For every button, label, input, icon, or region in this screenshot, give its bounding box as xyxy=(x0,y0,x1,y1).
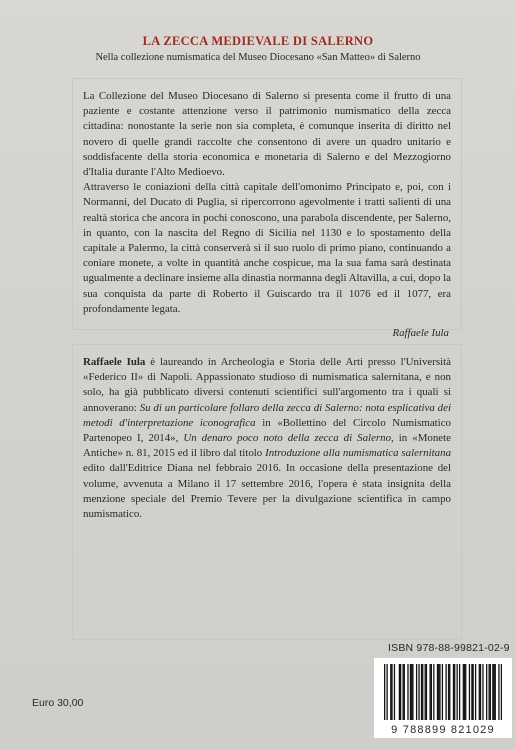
barcode-bar xyxy=(454,664,455,720)
barcode-bar xyxy=(486,664,487,720)
barcode-bar xyxy=(493,664,494,720)
barcode-bar xyxy=(412,664,413,720)
barcode-bar xyxy=(391,664,392,720)
barcode-bar xyxy=(399,664,400,720)
intro-paragraph-2: Attraverso le coniazioni della città capitale dell'omonimo Principato e, poi, con i Normanni, del Ducato di Puglia, si ripercorrono agevolmente i tratti salienti di una realtà storica che ancora in pochi conoscono, una parabola discendente, per Salerno, in quanto, con la nascita del Regno di Sicilia nel 1130 e lo spostamento della capitale a Palermo, la città conserverà sì il suo ruolo di primo piano, continuando a coniare monete, a volte in quantità anche cospicue, ma la sua fama sarà destinata ugualmente a declinare insieme alla dinastia normanna degli Altavilla, a cui, dopo la sua conquista da parte di Roberto il Guiscardo tra il 1076 ed il 1077, era profondamente legata. xyxy=(83,181,451,315)
barcode-bar xyxy=(439,664,440,720)
barcode-bar xyxy=(429,664,430,720)
barcode-bar xyxy=(492,664,493,720)
barcode-bar xyxy=(495,664,496,720)
barcode-bar xyxy=(490,664,491,720)
barcode-bar xyxy=(482,664,483,720)
barcode-bar xyxy=(498,664,499,720)
barcode-bar xyxy=(445,664,446,720)
barcode-bar xyxy=(488,664,489,720)
header xyxy=(0,34,516,63)
isbn-label: ISBN 978-88-99821-02-9 xyxy=(388,642,510,654)
intro-section xyxy=(72,78,462,340)
barcode-bar xyxy=(418,664,419,720)
barcode-bar xyxy=(463,664,464,720)
barcode-bars xyxy=(384,664,502,720)
price-label: Euro 30,00 xyxy=(32,697,84,709)
barcode-bar xyxy=(410,664,411,720)
bio-title-2: Un denaro poco noto della zecca di Salerno xyxy=(183,432,392,445)
barcode-bar xyxy=(421,664,422,720)
barcode-bar xyxy=(479,664,480,720)
barcode-bar xyxy=(422,664,423,720)
barcode-bar xyxy=(404,664,405,720)
barcode-bar xyxy=(400,664,401,720)
barcode-bar xyxy=(386,664,387,720)
bio-title-1: Su di un particolare follaro della zecca di Salerno: nota esplicativa dei metodi d'interpretazione iconografica xyxy=(83,401,451,429)
barcode-bar xyxy=(471,664,472,720)
barcode-bar xyxy=(426,664,427,720)
barcode-bar xyxy=(384,664,385,720)
barcode-bar xyxy=(442,664,443,720)
page-title: LA ZECCA MEDIEVALE DI SALERNO xyxy=(142,34,374,48)
bio-text-3: , in «Monete Antiche» n. 81, 2015 ed il libro dal titolo xyxy=(83,432,451,460)
barcode xyxy=(374,658,512,738)
barcode-bar xyxy=(449,664,450,720)
barcode-bar xyxy=(437,664,438,720)
barcode-bar xyxy=(402,664,403,720)
barcode-bar xyxy=(465,664,466,720)
barcode-bar xyxy=(394,664,395,720)
barcode-bar xyxy=(416,664,417,720)
barcode-bar xyxy=(459,664,460,720)
barcode-bar xyxy=(480,664,481,720)
barcode-bar xyxy=(448,664,449,720)
author-name: Raffaele Iula xyxy=(83,356,146,368)
bio-title-3: Introduzione alla numismatica salernitana xyxy=(265,447,452,460)
barcode-bar xyxy=(411,664,412,720)
barcode-bar xyxy=(464,664,465,720)
barcode-bar xyxy=(390,664,391,720)
barcode-bar xyxy=(433,664,434,720)
barcode-bar xyxy=(473,664,474,720)
barcode-bar xyxy=(425,664,426,720)
author-bio-section xyxy=(72,344,462,640)
barcode-bar xyxy=(475,664,476,720)
page-subtitle: Nella collezione numismatica del Museo Diocesano «San Matteo» di Salerno xyxy=(95,52,421,63)
barcode-bar xyxy=(501,664,502,720)
barcode-bar xyxy=(457,664,458,720)
bio-text-2: in «Bollettino del Circolo Numismatico Partenopeo I, 2014», xyxy=(83,416,451,445)
author-bio xyxy=(83,355,451,522)
barcode-digits: 9 788899 821029 xyxy=(391,724,495,736)
intro-paragraph-1: La Collezione del Museo Diocesano di Salerno si presenta come il frutto di una paziente e costante attenzione verso il patrimonio numismatico della zecca cittadina: nonostante la serie non sia completa, è comunque inserita di diritto nel novero di quelle grandi raccolte che consentono di avere un quadro unitario e soddisfacente della storia economica e monetaria di Salerno e del Mezzogiorno d'Italia durante l'Alto Medioevo. xyxy=(83,90,451,179)
barcode-bar xyxy=(431,664,432,720)
barcode-bar xyxy=(469,664,470,720)
bio-text-1: è laureando in Archeologia e Storia delle Arti presso l'Università «Federico II» di Napoli. Appassionato studioso di numismatica salernitana, e non solo, ha già pubblicato diversi contenuti scientifici sull'argomento tra i quali si annoverano: xyxy=(83,356,451,414)
barcode-bar xyxy=(453,664,454,720)
intro-signature: Raffaele Iula xyxy=(392,327,449,340)
barcode-bar xyxy=(438,664,439,720)
bio-text-4: edito dall'Editrice Diana nel febbraio 2016. In occasione della presentazione del volume, avvenuta a Milano il 17 settembre 2016, l'opera è stata insignita della menzione speciale del Premio Tevere per la divulgazione scientifica in campo numismatico. xyxy=(83,462,451,521)
barcode-bar xyxy=(407,664,408,720)
